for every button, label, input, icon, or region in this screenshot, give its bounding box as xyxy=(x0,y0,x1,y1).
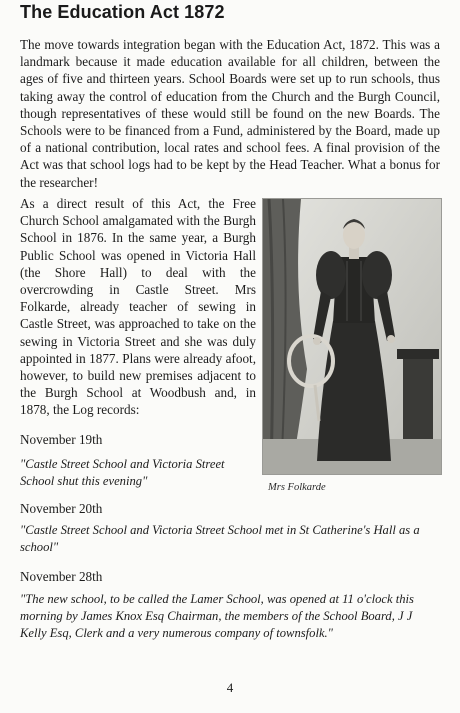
entry-date: November 28th xyxy=(20,569,103,584)
entry-date: November 20th xyxy=(20,501,103,516)
entry-quote: "The new school, to be called the Lamer School, was opened at 11 o'clock this morning by James Knox Esq Chairman, the members of the School Board, J J Kelly Esq, Clerk and a very numerous company of townsfolk." xyxy=(20,592,414,640)
entry-date: November 19th xyxy=(20,432,103,447)
page-number: 4 xyxy=(226,680,234,695)
entry-quote: "Castle Street School and Victoria Street School shut this evening" xyxy=(20,457,225,488)
page-title: The Education Act 1872 xyxy=(20,2,225,22)
portrait-photo xyxy=(262,198,442,475)
intro-paragraph: The move towards integration began with the Education Act, 1872. This was a landmark because it made education available for all children, between the ages of five and thirteen years. School Boards were set up to run schools, thus taking away the control of education from the Church and the Burgh Council, though representatives of these would still be found on the new Boards. The Schools were to be financed from a Fund, administered by the Board, made up of a national contribution, local rates and school fees. A final provision of the Act was that school logs had to be kept by the Head Teacher. What a bonus for the researcher! xyxy=(20,37,440,190)
entry-quote: "Castle Street School and Victoria Street School met in St Catherine's Hall as a school" xyxy=(20,523,420,554)
body-paragraph: As a direct result of this Act, the Free Church School amalgamated with the Burgh School in 1876. In the same year, a Burgh Public School was opened in Victoria Hall (the Shore Hall) to deal with the overcrowding in Castle Street. Mrs Folkarde, already teacher of sewing in Castle Street, was approached to take on the sewing in Victoria Street and she was duly appointed in 1877. Plans were already afoot, however, to build new premises adjacent to the Burgh School at Woodbush and, in 1878, the Log records: xyxy=(20,196,256,418)
photo-caption: Mrs Folkarde xyxy=(268,482,326,493)
portrait-illustration xyxy=(263,199,441,474)
